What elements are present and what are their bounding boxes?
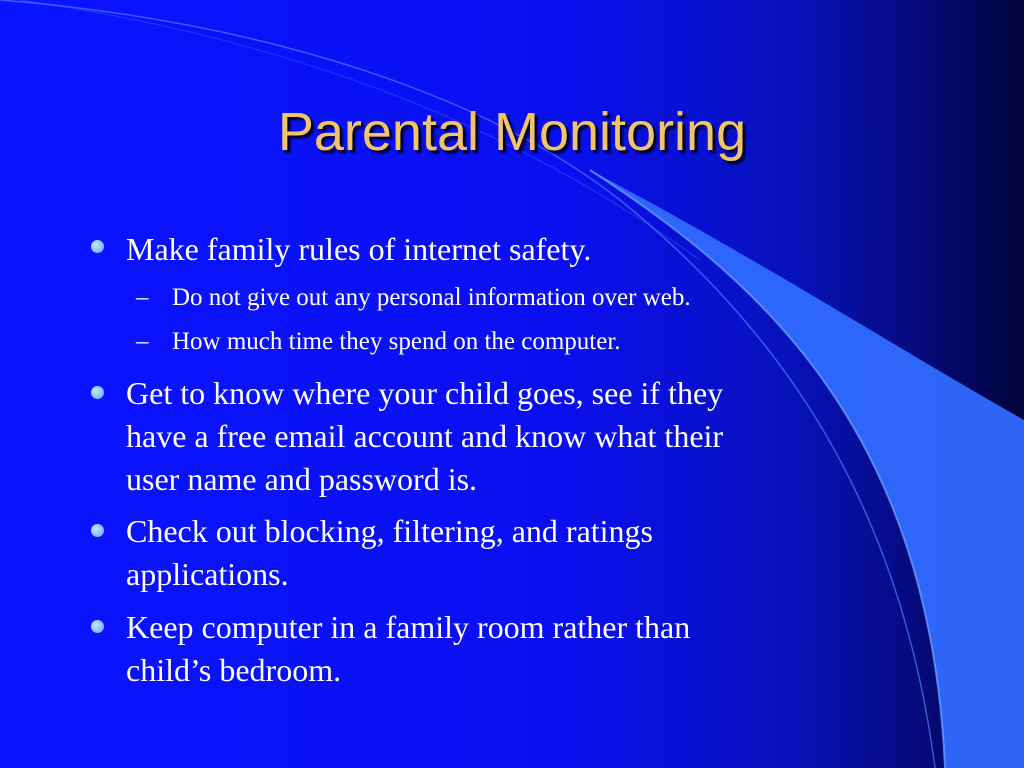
bullet-icon xyxy=(91,620,104,633)
bullet-1-line-1: Make family rules of internet safety. xyxy=(126,231,592,267)
bullet-3-line-2: applications. xyxy=(126,556,289,592)
bullet-icon xyxy=(91,524,104,537)
sub-bullet-2: How much time they spend on the computer. xyxy=(172,328,621,355)
dash-icon: – xyxy=(136,284,149,311)
slide-title: Parental Monitoring xyxy=(277,102,747,162)
bullet-2-line-2: have a free email account and know what their xyxy=(126,418,724,454)
sub-bullet-1: Do not give out any personal information over web. xyxy=(172,284,691,311)
bullet-4-line-2: child’s bedroom. xyxy=(126,652,342,688)
bullet-icon xyxy=(91,240,104,253)
bullet-icon xyxy=(91,386,104,399)
bullet-4-line-1: Keep computer in a family room rather than xyxy=(126,609,691,645)
dash-icon: – xyxy=(136,328,149,355)
bullet-2-line-3: user name and password is. xyxy=(126,461,478,497)
bullet-3-line-1: Check out blocking, filtering, and ratings xyxy=(126,513,653,549)
bullet-2-line-1: Get to know where your child goes, see if they xyxy=(126,375,724,411)
